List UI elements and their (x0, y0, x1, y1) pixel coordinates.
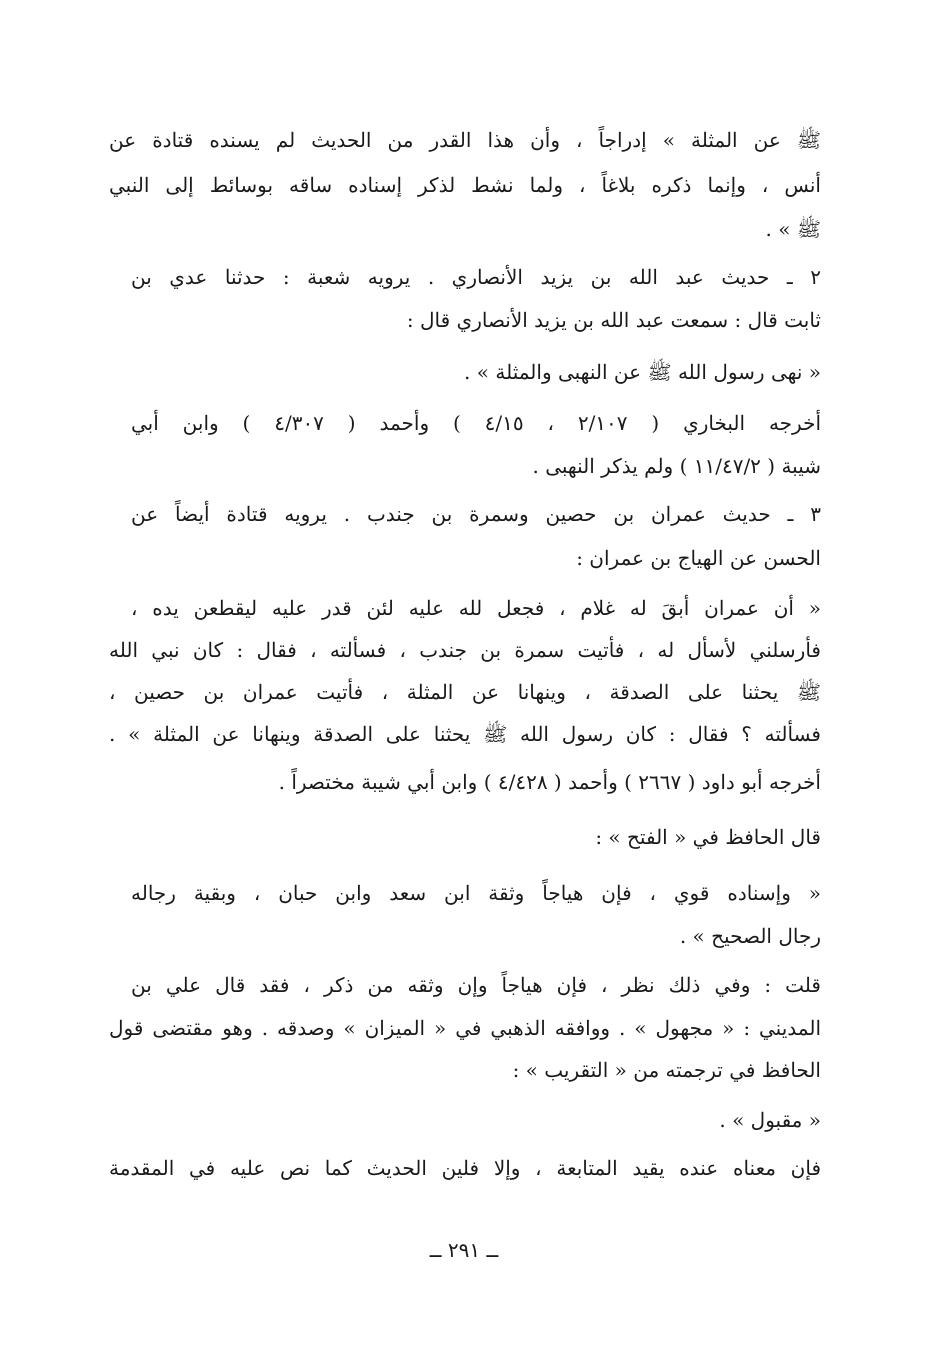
text-line: فإن معناه عنده يقيد المتابعة ، وإلا فلين الحديث كما نص عليه في المقدمة (109, 1156, 821, 1180)
page-number: ــ ٢٩١ ــ (429, 1238, 499, 1262)
text-line: ﷺ عن المثلة » إدراجاً ، وأن هذا القدر من الحديث لم يسنده قتادة عن (109, 128, 821, 152)
text-line: رجال الصحيح » . (679, 924, 821, 948)
text-line: أنس ، وإنما ذكره بلاغاً ، ولما نشط لذكر إسناده ساقه بوسائط إلى النبي (109, 173, 821, 197)
text-line: ٢ ـ حديث عبد الله بن يزيد الأنصاري . يرويه شعبة : حدثنا عدي بن (131, 265, 821, 289)
text-line: المديني : « مجهول » . ووافقه الذهبي في « الميزان » وصدقه . وهو مقتضى قول (109, 1016, 821, 1040)
text-line: الحافظ في ترجمته من « التقريب » : (512, 1058, 821, 1082)
hadith-quote: فأرسلني لأسأل له ، فأتيت سمرة بن جندب ، فسألته ، فقال : كان نبي الله (109, 638, 821, 662)
text-line: شيبة ( ١١/٤٧/٢ ) ولم يذكر النهبى . (532, 454, 821, 478)
text-line: قال الحافظ في « الفتح » : (595, 825, 821, 849)
text-line: « مقبول » . (719, 1108, 821, 1132)
text-line: ثابت قال : سمعت عبد الله بن يزيد الأنصاري قال : (406, 308, 821, 332)
hadith-quote: ﷺ يحثنا على الصدقة ، وينهانا عن المثلة ، فأتيت عمران بن حصين ، (109, 680, 821, 704)
text-line: أخرجه أبو داود ( ٢٦٦٧ ) وأحمد ( ٤/٤٢٨ ) وابن أبي شيبة مختصراً . (278, 770, 821, 794)
text-line: قلت : وفي ذلك نظر ، فإن هياجاً وإن وثقه من ذكر ، فقد قال علي بن (131, 973, 821, 997)
text-line: أخرجه البخاري ( ٢/١٠٧ ، ٤/١٥ ) وأحمد ( ٤/٣٠٧ ) وابن أبي (131, 411, 821, 435)
hadith-quote: فسألته ؟ فقال : كان رسول الله ﷺ يحثنا على الصدقة وينهانا عن المثلة » . (109, 722, 821, 746)
hadith-quote: « أن عمران أبقَ له غلام ، فجعل لله عليه لئن قدر عليه ليقطعن يده ، (131, 596, 821, 620)
text-line: ﷺ » . (765, 217, 821, 241)
text-line: الحسن عن الهياج بن عمران : (576, 546, 821, 570)
hadith-quote: « نهى رسول الله ﷺ عن النهبى والمثلة » . (464, 360, 821, 384)
text-line: « وإسناده قوي ، فإن هياجاً وثقة ابن سعد وابن حبان ، وبقية رجاله (131, 881, 821, 905)
text-line: ٣ ـ حديث عمران بن حصين وسمرة بن جندب . يرويه قتادة أيضاً عن (131, 502, 821, 526)
